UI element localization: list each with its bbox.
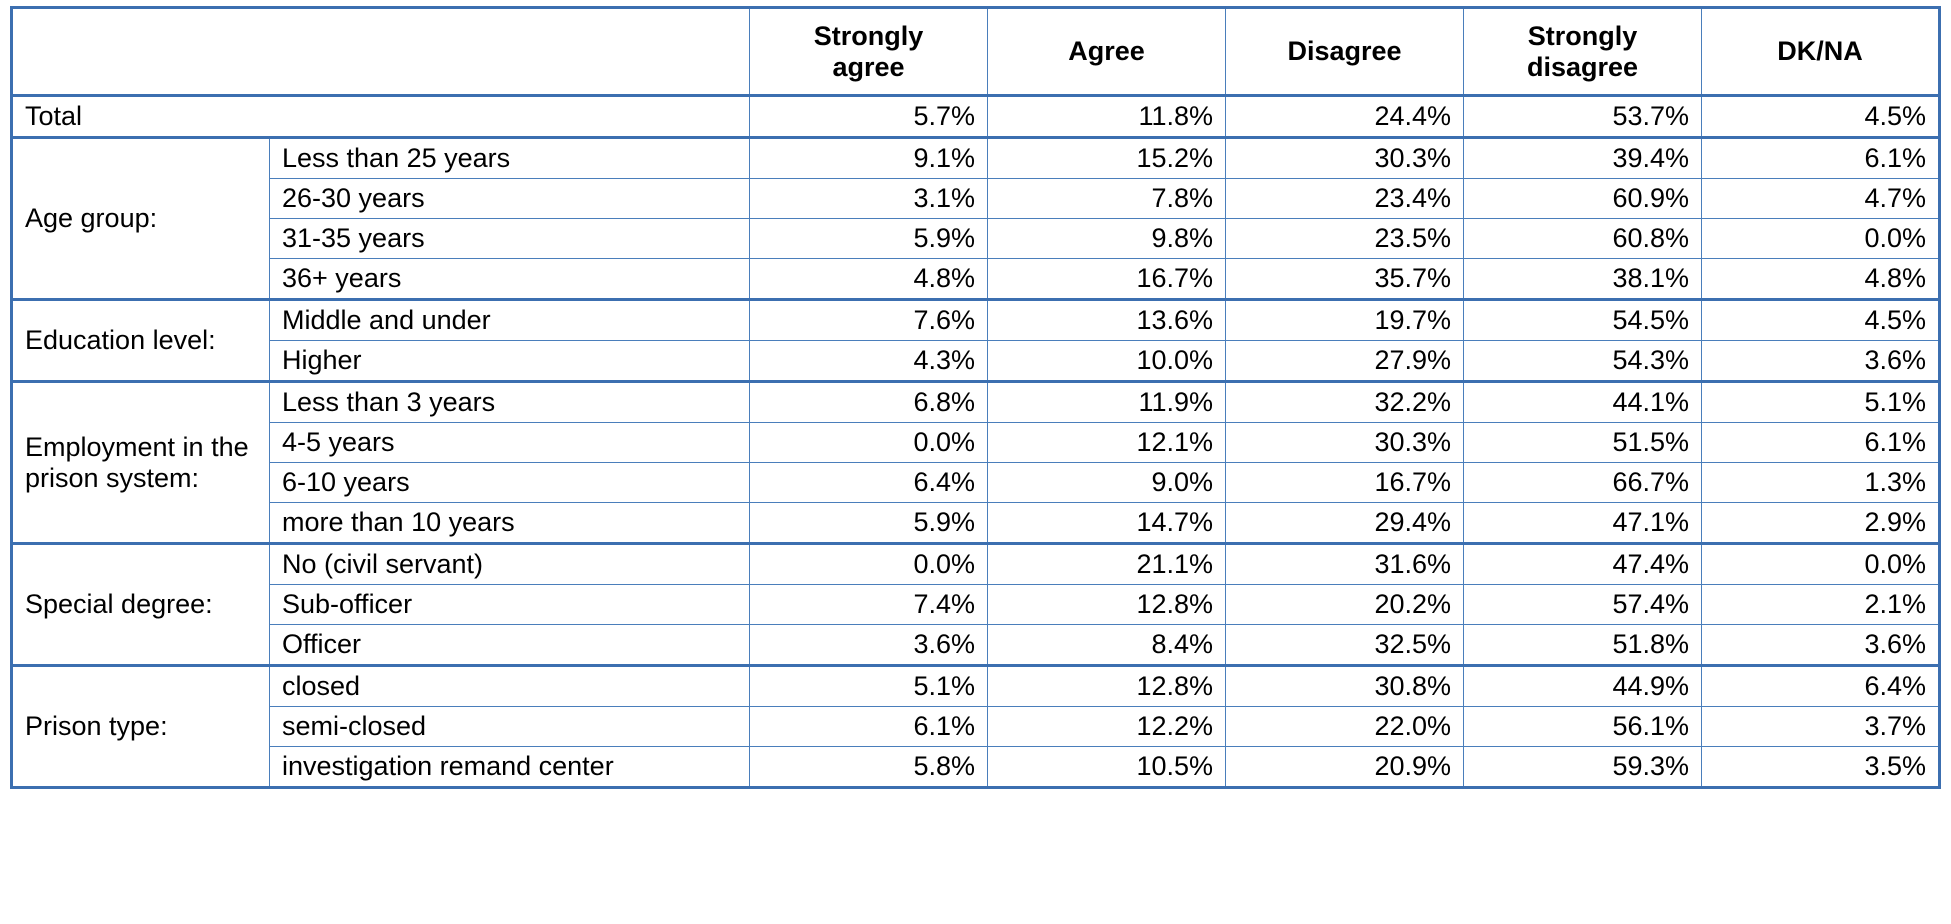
cell-value: 23.5% bbox=[1226, 219, 1464, 259]
cell-value: 0.0% bbox=[1702, 219, 1940, 259]
cell-value: 23.4% bbox=[1226, 179, 1464, 219]
header-cell-strongly-agree bbox=[750, 8, 988, 96]
header-strongly-disagree-line2: disagree bbox=[1526, 51, 1639, 82]
cell-value: 7.4% bbox=[750, 585, 988, 625]
cell-value: 59.3% bbox=[1464, 747, 1702, 788]
table-row bbox=[12, 382, 1940, 423]
table-row bbox=[12, 259, 1940, 300]
cell-value: 60.8% bbox=[1464, 219, 1702, 259]
cell-value: 51.5% bbox=[1464, 423, 1702, 463]
table-row bbox=[12, 707, 1940, 747]
cell-value: 20.9% bbox=[1226, 747, 1464, 788]
header-strongly-agree-line2: agree bbox=[832, 51, 905, 82]
row-label: Officer bbox=[270, 625, 750, 666]
group-label: Special degree: bbox=[12, 544, 270, 666]
row-label: 4-5 years bbox=[270, 423, 750, 463]
cell-value: 4.8% bbox=[750, 259, 988, 300]
cell-value: 39.4% bbox=[1464, 138, 1702, 179]
cell-value: 1.3% bbox=[1702, 463, 1940, 503]
cell-value: 4.7% bbox=[1702, 179, 1940, 219]
cell-value: 32.5% bbox=[1226, 625, 1464, 666]
cell-value: 44.1% bbox=[1464, 382, 1702, 423]
cell-value: 16.7% bbox=[988, 259, 1226, 300]
cell-value: 44.9% bbox=[1464, 666, 1702, 707]
header-cell-blank bbox=[12, 8, 750, 96]
header-strongly-disagree-line1: Strongly bbox=[1527, 21, 1638, 52]
cell-value: 3.5% bbox=[1702, 747, 1940, 788]
cell-value: 16.7% bbox=[1226, 463, 1464, 503]
table-header-row bbox=[12, 8, 1940, 96]
cell-value: 10.0% bbox=[988, 341, 1226, 382]
cell-value: 13.6% bbox=[988, 300, 1226, 341]
table-row bbox=[12, 747, 1940, 788]
cell-value: 6.4% bbox=[1702, 666, 1940, 707]
cell-value: 7.8% bbox=[988, 179, 1226, 219]
cell-value: 8.4% bbox=[988, 625, 1226, 666]
row-label: 26-30 years bbox=[270, 179, 750, 219]
cell-value: 30.3% bbox=[1226, 423, 1464, 463]
cell-value: 29.4% bbox=[1226, 503, 1464, 544]
group-label: Education level: bbox=[12, 300, 270, 382]
row-label-total: Total bbox=[12, 96, 750, 138]
cell-value: 30.3% bbox=[1226, 138, 1464, 179]
header-cell-dkna: DK/NA bbox=[1702, 8, 1940, 96]
cell-value: 10.5% bbox=[988, 747, 1226, 788]
table-row-total bbox=[12, 96, 1940, 138]
cell-value: 5.9% bbox=[750, 219, 988, 259]
cell-value: 14.7% bbox=[988, 503, 1226, 544]
cell-value: 5.7% bbox=[750, 96, 988, 138]
group-label: Age group: bbox=[12, 138, 270, 300]
group-label: Prison type: bbox=[12, 666, 270, 788]
cell-value: 32.2% bbox=[1226, 382, 1464, 423]
header-cell-disagree: Disagree bbox=[1226, 8, 1464, 96]
cell-value: 9.1% bbox=[750, 138, 988, 179]
cell-value: 4.3% bbox=[750, 341, 988, 382]
table-row bbox=[12, 219, 1940, 259]
row-label: 31-35 years bbox=[270, 219, 750, 259]
row-label: 6-10 years bbox=[270, 463, 750, 503]
row-label: Less than 3 years bbox=[270, 382, 750, 423]
table-row bbox=[12, 423, 1940, 463]
cell-value: 4.8% bbox=[1702, 259, 1940, 300]
cell-value: 27.9% bbox=[1226, 341, 1464, 382]
cell-value: 4.5% bbox=[1702, 96, 1940, 138]
cell-value: 53.7% bbox=[1464, 96, 1702, 138]
cell-value: 2.1% bbox=[1702, 585, 1940, 625]
table-row bbox=[12, 503, 1940, 544]
cell-value: 31.6% bbox=[1226, 544, 1464, 585]
table-body bbox=[12, 96, 1940, 788]
row-label: semi-closed bbox=[270, 707, 750, 747]
row-label: No (civil servant) bbox=[270, 544, 750, 585]
cell-value: 9.0% bbox=[988, 463, 1226, 503]
row-label: more than 10 years bbox=[270, 503, 750, 544]
cell-value: 24.4% bbox=[1226, 96, 1464, 138]
cell-value: 30.8% bbox=[1226, 666, 1464, 707]
table-row bbox=[12, 544, 1940, 585]
cell-value: 3.6% bbox=[1702, 625, 1940, 666]
cell-value: 0.0% bbox=[750, 423, 988, 463]
cell-value: 5.1% bbox=[1702, 382, 1940, 423]
row-label: 36+ years bbox=[270, 259, 750, 300]
cell-value: 5.9% bbox=[750, 503, 988, 544]
table-row bbox=[12, 179, 1940, 219]
row-label: Higher bbox=[270, 341, 750, 382]
cell-value: 6.1% bbox=[1702, 138, 1940, 179]
table-row bbox=[12, 585, 1940, 625]
group-label: Employment in the prison system: bbox=[12, 382, 270, 544]
row-label: Middle and under bbox=[270, 300, 750, 341]
row-label: Sub-officer bbox=[270, 585, 750, 625]
header-cell-strongly-disagree bbox=[1464, 8, 1702, 96]
cell-value: 11.9% bbox=[988, 382, 1226, 423]
cell-value: 47.4% bbox=[1464, 544, 1702, 585]
cell-value: 51.8% bbox=[1464, 625, 1702, 666]
cell-value: 0.0% bbox=[750, 544, 988, 585]
cell-value: 21.1% bbox=[988, 544, 1226, 585]
cell-value: 6.1% bbox=[1702, 423, 1940, 463]
cell-value: 0.0% bbox=[1702, 544, 1940, 585]
cell-value: 3.7% bbox=[1702, 707, 1940, 747]
cell-value: 12.8% bbox=[988, 585, 1226, 625]
row-label: closed bbox=[270, 666, 750, 707]
cell-value: 15.2% bbox=[988, 138, 1226, 179]
header-strongly-agree-line1: Strongly bbox=[813, 21, 924, 52]
cell-value: 6.4% bbox=[750, 463, 988, 503]
cell-value: 4.5% bbox=[1702, 300, 1940, 341]
cell-value: 12.2% bbox=[988, 707, 1226, 747]
cell-value: 3.1% bbox=[750, 179, 988, 219]
cell-value: 5.8% bbox=[750, 747, 988, 788]
table-row bbox=[12, 463, 1940, 503]
cell-value: 38.1% bbox=[1464, 259, 1702, 300]
table-row bbox=[12, 625, 1940, 666]
cell-value: 60.9% bbox=[1464, 179, 1702, 219]
cell-value: 7.6% bbox=[750, 300, 988, 341]
cell-value: 12.1% bbox=[988, 423, 1226, 463]
row-label: investigation remand center bbox=[270, 747, 750, 788]
header-cell-agree: Agree bbox=[988, 8, 1226, 96]
cell-value: 12.8% bbox=[988, 666, 1226, 707]
cell-value: 6.8% bbox=[750, 382, 988, 423]
table-row bbox=[12, 341, 1940, 382]
survey-results-table bbox=[10, 6, 1941, 789]
cell-value: 2.9% bbox=[1702, 503, 1940, 544]
row-label: Less than 25 years bbox=[270, 138, 750, 179]
cell-value: 47.1% bbox=[1464, 503, 1702, 544]
cell-value: 57.4% bbox=[1464, 585, 1702, 625]
cell-value: 22.0% bbox=[1226, 707, 1464, 747]
cell-value: 6.1% bbox=[750, 707, 988, 747]
cell-value: 3.6% bbox=[1702, 341, 1940, 382]
cell-value: 3.6% bbox=[750, 625, 988, 666]
cell-value: 54.3% bbox=[1464, 341, 1702, 382]
table-row bbox=[12, 138, 1940, 179]
cell-value: 9.8% bbox=[988, 219, 1226, 259]
table-row bbox=[12, 666, 1940, 707]
cell-value: 20.2% bbox=[1226, 585, 1464, 625]
cell-value: 66.7% bbox=[1464, 463, 1702, 503]
cell-value: 56.1% bbox=[1464, 707, 1702, 747]
cell-value: 35.7% bbox=[1226, 259, 1464, 300]
cell-value: 5.1% bbox=[750, 666, 988, 707]
cell-value: 54.5% bbox=[1464, 300, 1702, 341]
cell-value: 11.8% bbox=[988, 96, 1226, 138]
table-row bbox=[12, 300, 1940, 341]
cell-value: 19.7% bbox=[1226, 300, 1464, 341]
